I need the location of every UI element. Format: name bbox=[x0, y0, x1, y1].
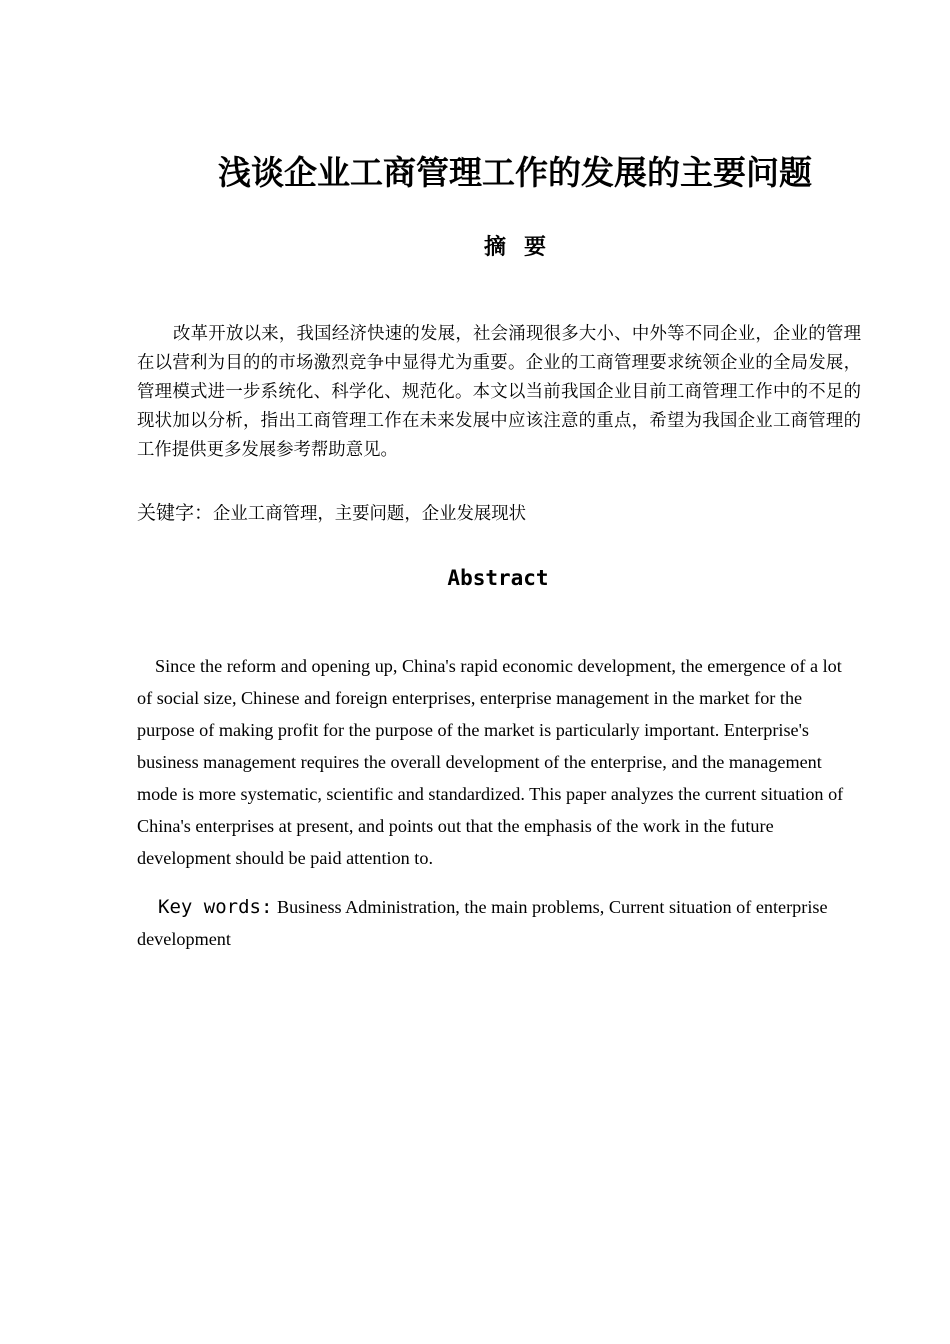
english-keywords-label: Key words: bbox=[158, 896, 273, 918]
english-keywords bbox=[137, 891, 859, 955]
chinese-abstract-body: 改革开放以来，我国经济快速的发展，社会涌现很多大小、中外等不同企业，企业的管理在以营利为目的的市场激烈竞争中显得尤为重要。企业的工商管理要求统领企业的全局发展，管理模式进一步系统化、科学化、规范化。本文以当前我国企业目前工商管理工作中的不足的现状加以分析，指出工商管理工作在未来发展中应该注意的重点，希望为我国企业工商管理的工作提供更多发展参考帮助意见。 bbox=[137, 324, 861, 460]
english-abstract-body: Since the reform and opening up, China's rapid economic development, the emergence of a lot of social size, Chinese and foreign enterprises, enterprise management in the market for the purpose of making profit for the purpose of the market is particularly important. Enterprise's business management requires the overall development of the enterprise, and the management mode is more systematic, scientific and standardized. This paper analyzes the current situation of China's enterprises at present, and points out that the emphasis of the work in the future development should be paid attention to. bbox=[137, 656, 844, 868]
chinese-keywords bbox=[137, 499, 861, 529]
english-abstract-heading: Abstract bbox=[447, 566, 549, 590]
document-title: 浅谈企业工商管理工作的发展的主要问题 bbox=[218, 153, 812, 192]
chinese-keywords-label: 关键字： bbox=[137, 502, 214, 524]
english-keywords-value: Business Administration, the main problems, Current situation of enterprise development bbox=[137, 897, 828, 949]
chinese-abstract-heading: 摘要 bbox=[483, 235, 564, 260]
chinese-keywords-value: 企业工商管理，主要问题，企业发展现状 bbox=[213, 504, 527, 524]
